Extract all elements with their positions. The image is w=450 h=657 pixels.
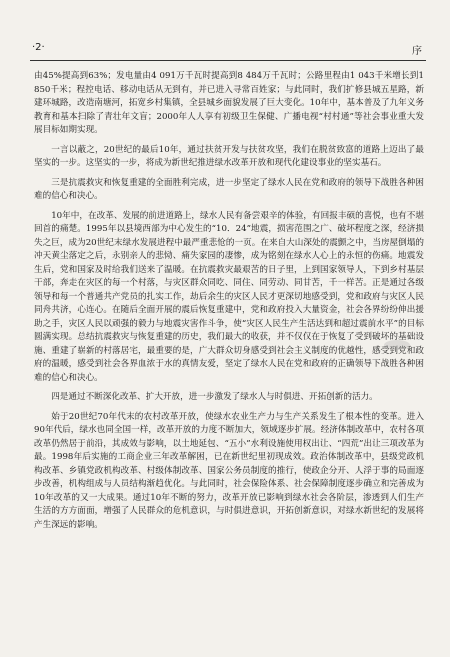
running-title: 序 [412, 46, 422, 57]
page-number: ·2· [32, 42, 45, 53]
paragraph-3: 三是抗震救灾和恢复重建的全面胜利完成，进一步坚定了绿水人民在党和政府的领导下战胜各种困难的信心和决心。 [34, 177, 424, 201]
paragraph-4: 10年中，在改革、发展的前进道路上，绿水人民有备尝艰辛的体验，有回报丰硕的喜悦，也有不堪回首的痛楚。1995年以县境西部为中心发生的“10．24”地震，损害范围之广、破坏程度之深，经济损失之巨，成为20世纪末绿水发展进程中最严重悲怆的一页。在来自大山深处的震颤之中，当房屋倒塌的冲天黄尘落定之后，永别亲人的悲恸、痛失家园的凄惨，成为铭刻在绿水人心上的永恒的伤痛。地震发生后，党和国家及时给我们送来了温暖。在抗震救灾最艰苦的日子里，上到国家领导人，下到乡村基层干部，奔走在灾区的每一个村落，与灾区群众同吃、同住、同劳动、同甘苦，千一样苦。正是通过各级领导和每一个普通共产党员的扎实工作，劫后余生的灾区人民才更深切地感受到，党和政府与灾区人民同舟共济，心连心。在随后全面开展的震后恢复重建中，党和政府投入大量资金，社会各界纷纷伸出援助之手，灾区人民以顽强的毅力与地震灾害作斗争，使“灾区人民生产生活达到和超过震前水平”的目标圆满实现。总结抗震救灾与恢复重建的历史，我们最大的收获，并不仅仅在于恢复了受到破坏的基础设施、重建了崭新的村落居宅，最重要的是，广大群众切身感受到社会主义制度的优越性，感受到党和政府的温暖，感受到社会各界血浓于水的真情友爱，坚定了绿水人民在党和政府的正确领导下战胜各种困难的信心和决心。 [34, 210, 424, 383]
body-text [34, 70, 424, 538]
paragraph-2: 一言以蔽之，20世纪的最后10年，通过扶贫开发与扶贫攻坚，我们在脱贫致富的道路上迈出了最坚实的一步。这坚实的一步，将成为新世纪推进绿水改革开放和现代化建设事业的坚实基石。 [34, 144, 424, 168]
paragraph-6: 始于20世纪70年代末的农村改革开放，使绿水农业生产力与生产关系发生了根本性的变革。进入90年代后，绿水也同全国一样，改革开放的力度不断加大，领域逐步扩展。经济体制改革中，农村各项改革仍然居于前沿，其成效与影响，以土地延包、“五小”水利设施使用权出让、“四荒”出让三项改革为最。1998年后实施的工商企业三年改革解困，已在新世纪里初现成效。政治体制改革中，县级党政机构改革、乡镇党政机构改革、村级体制改革、国家公务员制度的推行，使政企分开、人浮于事的局面逐步改善，机构组成与人员结构渐趋优化。与此同时，社会保险体系、社会保障制度逐步确立和完善成为10年改革的又一大成果。通过10年不断的努力，改革开放已影响到绿水社会各阶层，渗透到人们生产生活的方方面面，增强了人民群众的危机意识，与时俱进意识，开拓创新意识，对绿水新世纪的发展将产生深远的影响。 [34, 411, 424, 530]
paper-stain [384, 340, 410, 350]
paragraph-1: 由45%提高到63%；发电量由4 091万千瓦时提高到8 484万千瓦时；公路里程由1 043千米增长到1 850千米；程控电话、移动电话从无到有，并已进入寻常百姓家；与此同时，我们扩修县城五星路，新建环城路，改造南塘河，拓宽乡村集镇，全县城乡面貌发展了巨大变化。10年中，基本普及了九年义务教育和基本扫除了青壮年文盲；2000年人人享有初级卫生保健、广播电视“村村通”等社会事业重大发展目标如期实现。 [34, 71, 424, 135]
paragraph-5: 四是通过不断深化改革、扩大开放，进一步激发了绿水人与时俱进、开拓创新的活力。 [51, 392, 378, 402]
page-header [30, 38, 426, 61]
